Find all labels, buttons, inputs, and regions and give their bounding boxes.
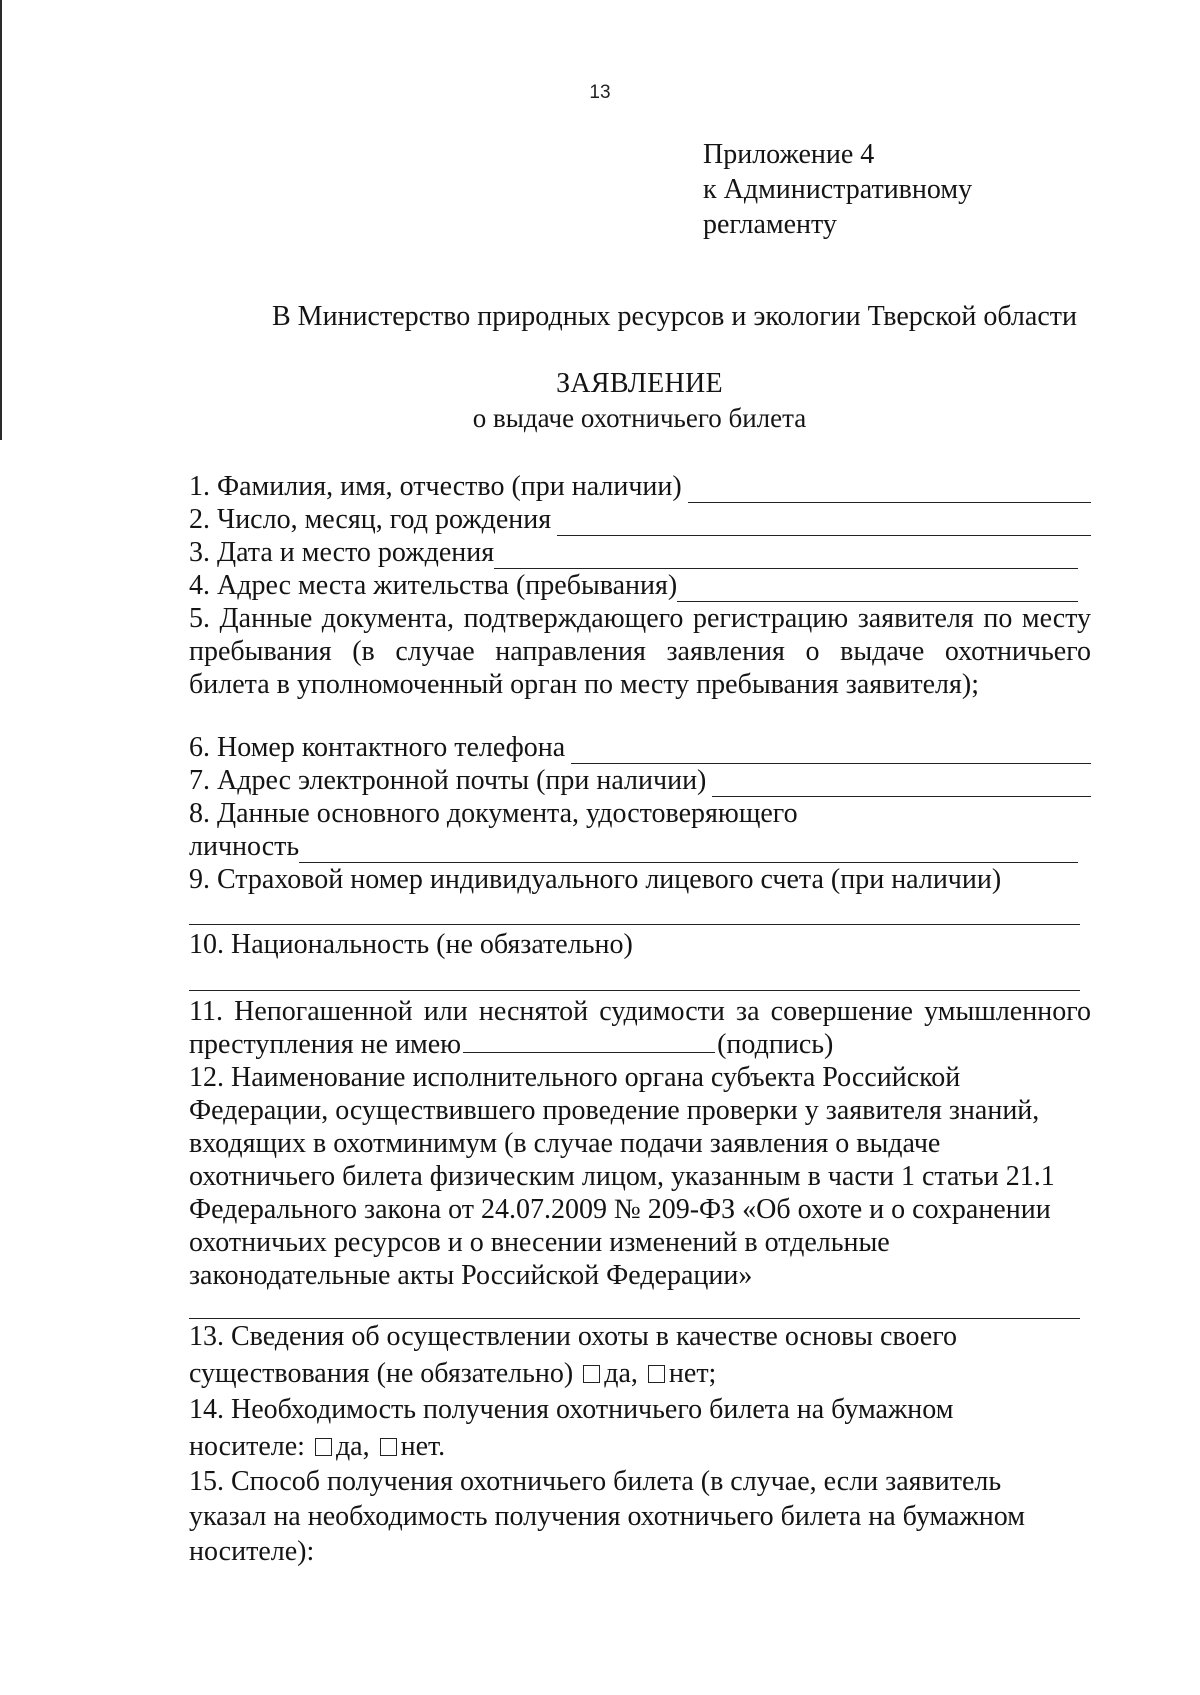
option-no-label: нет;	[668, 1358, 717, 1389]
option-yes-label: да,	[335, 1431, 370, 1462]
form-item-no-conviction	[189, 1028, 1091, 1061]
id-document-field[interactable]	[299, 836, 1078, 863]
full-name-field[interactable]	[688, 476, 1091, 503]
form-item-id-document-line: 8. Данные основного документа, удостоверяющего	[189, 798, 798, 829]
field-label: 4. Адрес места жительства (пребывания)	[189, 570, 678, 601]
form-item-nationality: 10. Национальность (не обязательно)	[189, 929, 633, 960]
form-item-delivery-method-line: носителе):	[189, 1536, 315, 1567]
document-subtitle: о выдаче охотничьего билета	[472, 403, 807, 433]
form-item-phone	[189, 731, 1091, 764]
appendix-line: Приложение 4	[703, 139, 875, 170]
form-item-hunting-livelihood	[189, 1357, 1091, 1390]
form-item-paper-ticket	[189, 1430, 1091, 1463]
appendix-line: к Административному	[703, 174, 973, 205]
form-item-authority-line: Федерации, осуществившего проведение проверки у заявителя знаний,	[189, 1095, 1040, 1126]
checkbox-yes[interactable]	[315, 1438, 332, 1456]
form-item-registration-doc-line: пребывания (в случае направления заявления о выдаче охотничьего	[189, 636, 1091, 667]
authority-field[interactable]	[189, 1318, 1080, 1319]
form-item-authority-line: охотничьего билета физическим лицом, указанным в части 1 статьи 21.1	[189, 1161, 1055, 1192]
form-item-id-document	[189, 830, 1078, 863]
snils-field[interactable]	[189, 924, 1080, 925]
checkbox-no[interactable]	[648, 1365, 665, 1383]
form-item-birth-place	[189, 536, 1078, 569]
document-title: ЗАЯВЛЕНИЕ	[556, 368, 723, 399]
recipient-line: В Министерство природных ресурсов и экологии Тверской области	[272, 301, 1077, 332]
birth-date-field[interactable]	[557, 509, 1091, 536]
form-item-paper-ticket-line: 14. Необходимость получения охотничьего билета на бумажном	[189, 1394, 954, 1425]
form-item-registration-doc-line: билета в уполномоченный орган по месту пребывания заявителя);	[189, 669, 979, 700]
email-field[interactable]	[712, 770, 1091, 797]
appendix-line: регламенту	[703, 209, 837, 240]
field-label: 7. Адрес электронной почты (при наличии)	[189, 765, 707, 796]
field-label: 6. Номер контактного телефона	[189, 732, 566, 763]
option-yes-label: да,	[604, 1358, 638, 1389]
form-item-authority-line: входящих в охотминимум (в случае подачи заявления о выдаче	[189, 1128, 941, 1159]
appendix-reference	[703, 137, 972, 242]
form-item-delivery-method-line: 15. Способ получения охотничьего билета (в случае, если заявитель	[189, 1466, 1002, 1497]
field-label: преступления не имею	[189, 1029, 462, 1060]
form-item-authority-line: 12. Наименование исполнительного органа субъекта Российской	[189, 1062, 961, 1093]
field-label: носителе:	[189, 1431, 305, 1462]
nationality-field[interactable]	[189, 990, 1080, 991]
page-number: 13	[589, 82, 611, 103]
form-item-email	[189, 764, 1091, 797]
checkbox-yes[interactable]	[583, 1365, 600, 1383]
birth-date-place-field[interactable]	[494, 542, 1078, 569]
field-label: 3. Дата и место рождения	[189, 537, 495, 568]
checkbox-no[interactable]	[380, 1438, 397, 1456]
form-item-authority-line: охотничьих ресурсов и о внесении изменений в отдельные	[189, 1227, 890, 1258]
signature-field[interactable]	[463, 1028, 715, 1053]
phone-field[interactable]	[571, 737, 1091, 764]
form-item-registration-doc-line: 5. Данные документа, подтверждающего регистрацию заявителя по месту	[189, 603, 1091, 634]
form-item-full-name	[189, 470, 1091, 503]
form-item-authority-line: Федерального закона от 24.07.2009 № 209-ФЗ «Об охоте и о сохранении	[189, 1194, 1051, 1225]
field-label: 2. Число, месяц, год рождения	[189, 504, 552, 535]
signature-caption: (подпись)	[717, 1029, 834, 1060]
field-label: 1. Фамилия, имя, отчество (при наличии)	[189, 471, 682, 502]
field-label: существования (не обязательно)	[189, 1358, 574, 1389]
field-label: личность	[189, 831, 300, 862]
address-field[interactable]	[677, 575, 1078, 602]
form-item-birth-date	[189, 503, 1091, 536]
option-no-label: нет.	[400, 1431, 446, 1462]
form-item-snils: 9. Страховой номер индивидуального лицевого счета (при наличии)	[189, 864, 1002, 895]
form-item-hunting-livelihood-line: 13. Сведения об осуществлении охоты в качестве основы своего	[189, 1321, 958, 1352]
form-item-address	[189, 569, 1078, 602]
form-item-no-conviction-line: 11. Непогашенной или неснятой судимости за совершение умышленного	[189, 996, 1091, 1027]
form-item-delivery-method-line: указал на необходимость получения охотничьего билета на бумажном	[189, 1501, 1025, 1532]
form-item-authority-line: законодательные акты Российской Федерации»	[189, 1260, 753, 1291]
